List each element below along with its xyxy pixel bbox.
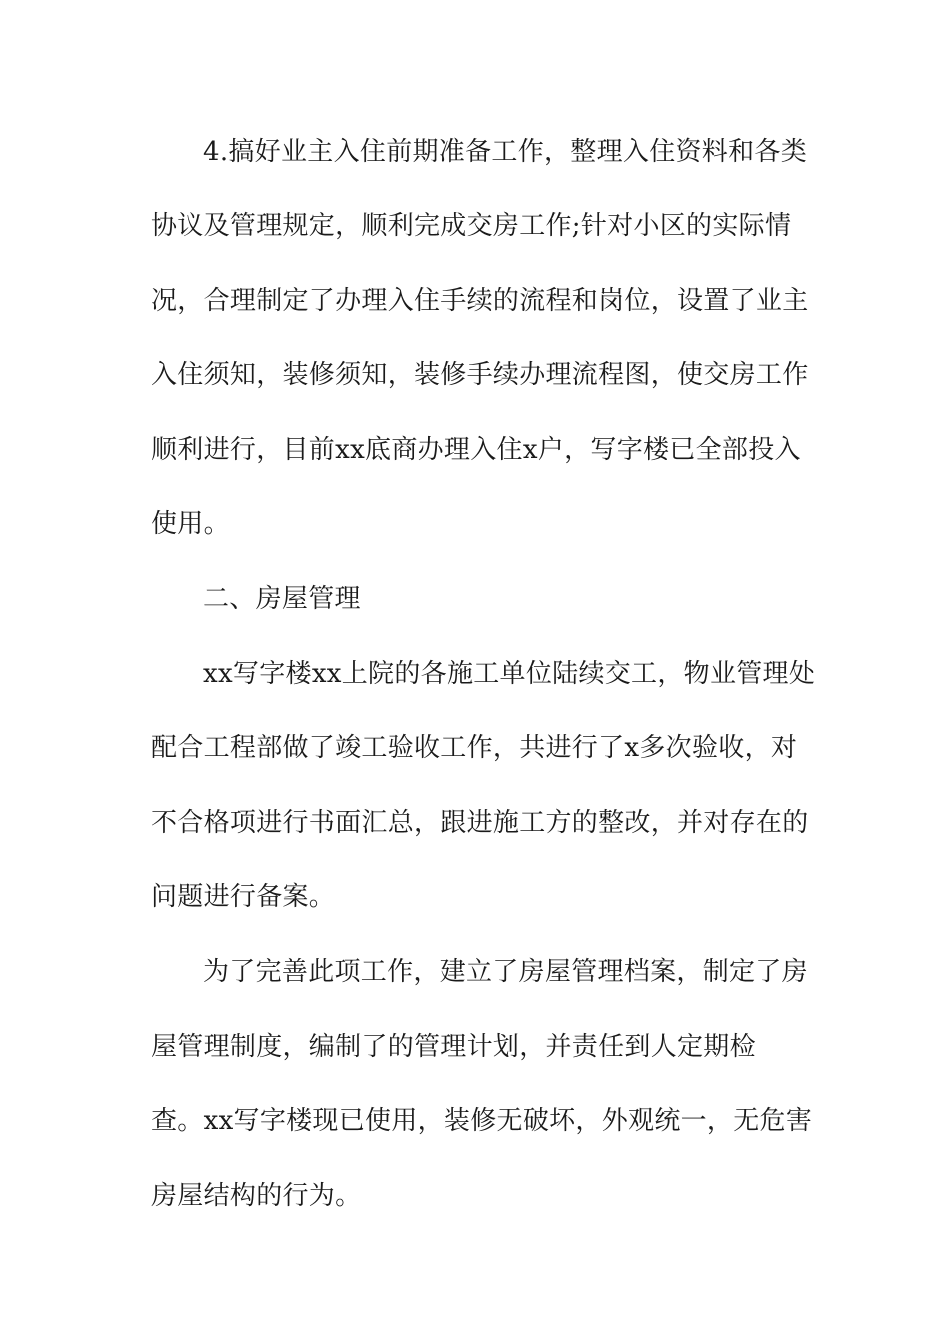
paragraph-2-line-1: xx写字楼xx上院的各施工单位陆续交工，物业管理处 [203,659,816,689]
paragraph-3-line-3: 查。xx写字楼现已使用，装修无破坏，外观统一，无危害 [151,1106,813,1136]
paragraph-3-line-2: 屋管理制度，编制了的管理计划，并责任到人定期检 [151,1032,756,1062]
paragraph-1-line-4: 入住须知，装修须知，装修手续办理流程图，使交房工作 [151,360,809,390]
paragraph-2-line-4: 问题进行备案。 [151,882,336,912]
paragraph-2-line-3: 不合格项进行书面汇总，跟进施工方的整改，并对存在的 [151,808,809,838]
section-heading: 二、房屋管理 [203,584,361,614]
paragraph-1-line-1: 4.搞好业主入住前期准备工作，整理入住资料和各类 [203,137,808,167]
paragraph-2-line-2: 配合工程部做了竣工验收工作，共进行了x多次验收，对 [151,733,798,763]
paragraph-3-line-4: 房屋结构的行为。 [151,1181,362,1211]
paragraph-3-line-1: 为了完善此项工作，建立了房屋管理档案，制定了房 [203,957,808,987]
paragraph-1-line-6: 使用。 [151,509,230,539]
paragraph-1-line-5: 顺利进行，目前xx底商办理入住x户，写字楼已全部投入 [151,435,801,465]
paragraph-1-line-2: 协议及管理规定，顺利完成交房工作;针对小区的实际情 [151,211,792,241]
paragraph-1-line-3: 况，合理制定了办理入住手续的流程和岗位，设置了业主 [151,286,809,316]
